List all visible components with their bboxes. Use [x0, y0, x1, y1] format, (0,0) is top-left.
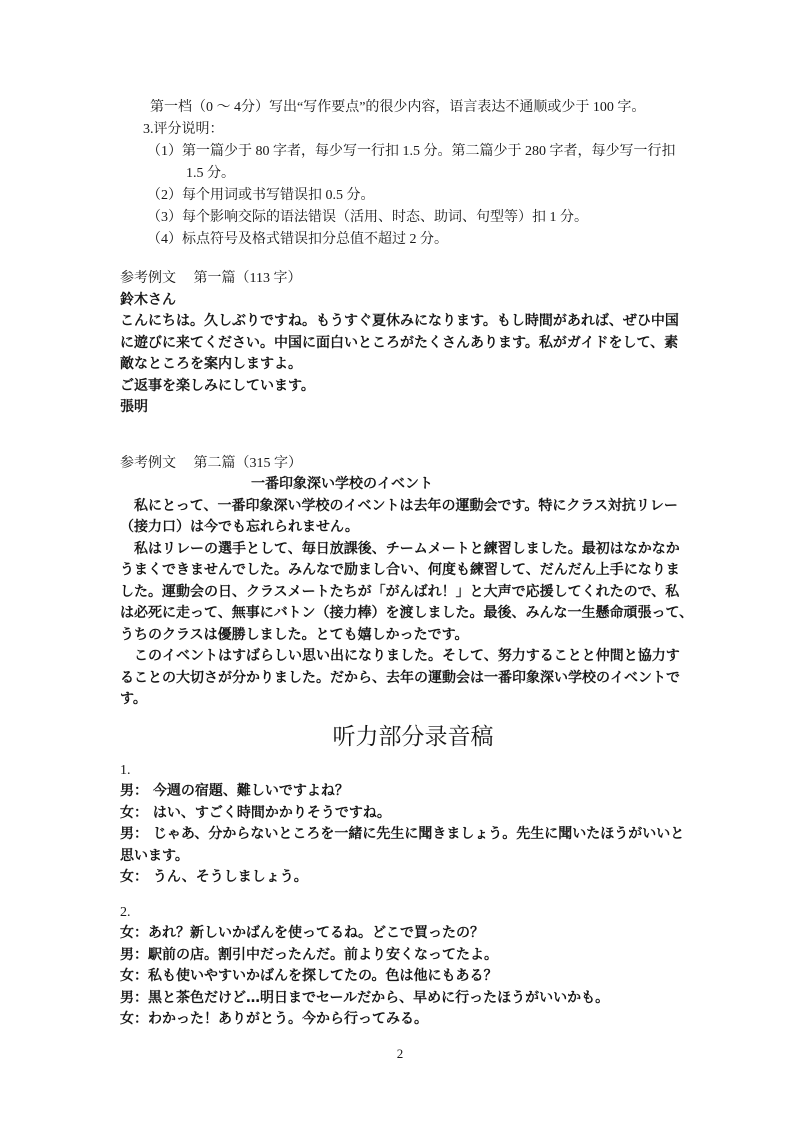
essay-line: このイベントはすばらしい思い出になりました。そして、努力することと仲間と協力す — [134, 648, 680, 664]
essay-line: こんにちは。久しぶりですね。もうすぐ夏休みになります。もし時間があれば、ぜひ中国 — [120, 313, 679, 329]
essay-line: に遊びに来てください。中国に面白いところがたくさんあります。私がガイドをして、素 — [120, 334, 679, 351]
rubric-line: 1.5 分。 — [186, 166, 235, 181]
model-essay-2 — [120, 453, 694, 711]
dialogue-line: 女：あれ？新しいかばんを使ってるね。どこで買ったの？ — [120, 925, 484, 941]
essay-line: うちのクラスは優勝しました。とても嬉しかったです。 — [120, 626, 469, 643]
model-essay-1 — [120, 268, 686, 419]
dialogue-line: 女：わかった！ありがとう。今から行ってみる。 — [120, 1011, 428, 1027]
essay-line: （接力口）は今でも忘れられません。 — [120, 519, 359, 535]
essay-line: 張明 — [120, 399, 148, 415]
rubric-line: （3）每个影响交际的语法错误（活用、时态、助词、句型等）扣 1 分。 — [147, 210, 588, 225]
dialogue-line: 男： じゃあ、分からないところを一緒に先生に聞きましょう。先生に聞いたほうがいいと — [120, 826, 685, 842]
essay-line: ご返事を楽しみにしています。 — [120, 377, 315, 394]
essay-line: す。 — [120, 691, 147, 707]
rubric-line: （2）每个用词或书写错误扣 0.5 分。 — [147, 188, 375, 203]
listening-dialogue-1 — [120, 760, 686, 889]
dialogue-line: 女： はい、すごく時間かかりそうですね。 — [120, 804, 391, 821]
rubric-line: （4）标点符号及格式错误扣分总值不超过 2 分。 — [147, 232, 448, 247]
dialogue-line: 男： 今週の宿題、難しいですよね？ — [120, 783, 349, 799]
essay-line: した。運動会の日、クラスメートたちが「がんばれ！」と大声で応援してくれたので、私 — [120, 583, 680, 600]
rubric-line: （1）第一篇少于 80 字者，每少写一行扣 1.5 分。第二篇少于 280 字者，每少写一行扣 — [147, 144, 676, 159]
dialogue-line: 男：黒と茶色だけど…明日までセールだから、早めに行ったほうがいいかも。 — [120, 989, 610, 1006]
listening-dialogue-2 — [120, 902, 686, 1031]
dialogue-number: 2. — [120, 904, 131, 920]
rubric-line: 3.评分说明： — [143, 122, 224, 137]
dialogue-line: 思います。 — [120, 847, 189, 864]
page-content — [120, 97, 694, 1031]
essay-line: うまくできませんでした。みんなで励まし合い、何度も練習して、だんだん上手になりま — [120, 562, 680, 578]
essay-line: 私にとって、一番印象深い学校のイベントは去年の運動会です。特にクラス対抗リレー — [134, 497, 678, 514]
dialogue-line: 女： うん、そうしましょう。 — [120, 869, 308, 885]
dialogue-number: 1. — [120, 762, 131, 778]
essay-line: 鈴木さん — [120, 291, 176, 308]
page-number: 2 — [396, 1046, 404, 1061]
essay-line: ることの大切さが分かりました。だから、去年の運動会は一番印象深い学校のイベントで — [120, 669, 680, 686]
essay-line: 敵なところを案内しますよ。 — [120, 356, 302, 372]
dialogue-line: 男：駅前の店。割引中だったんだ。前より安くなってたよ。 — [120, 946, 498, 963]
scoring-rubric — [120, 97, 686, 251]
essay-line: 私はリレーの選手として、毎日放課後、チームメートと練習しました。最初はなかなか — [134, 540, 680, 557]
essay-2-title: 一番印象深い学校のイベント — [251, 476, 433, 492]
dialogue-line: 女：私も使いやすいかばんを探してたの。色は他にもある？ — [120, 968, 498, 984]
essay-2-heading: 参考例文 第二篇（315 字） — [120, 455, 302, 471]
essay-1-heading: 参考例文 第一篇（113 字） — [120, 271, 302, 286]
essay-line: は必死に走って、無事にバトン（接力棒）を渡しました。最後、みんな一生懸命頑張って、 — [120, 605, 694, 621]
rubric-line: 第一档（0 ～ 4分）写出“写作要点”的很少内容，语言表达不通顺或少于 100 字。 — [150, 100, 646, 115]
listening-section-title: 听力部分录音稿 — [332, 723, 494, 749]
